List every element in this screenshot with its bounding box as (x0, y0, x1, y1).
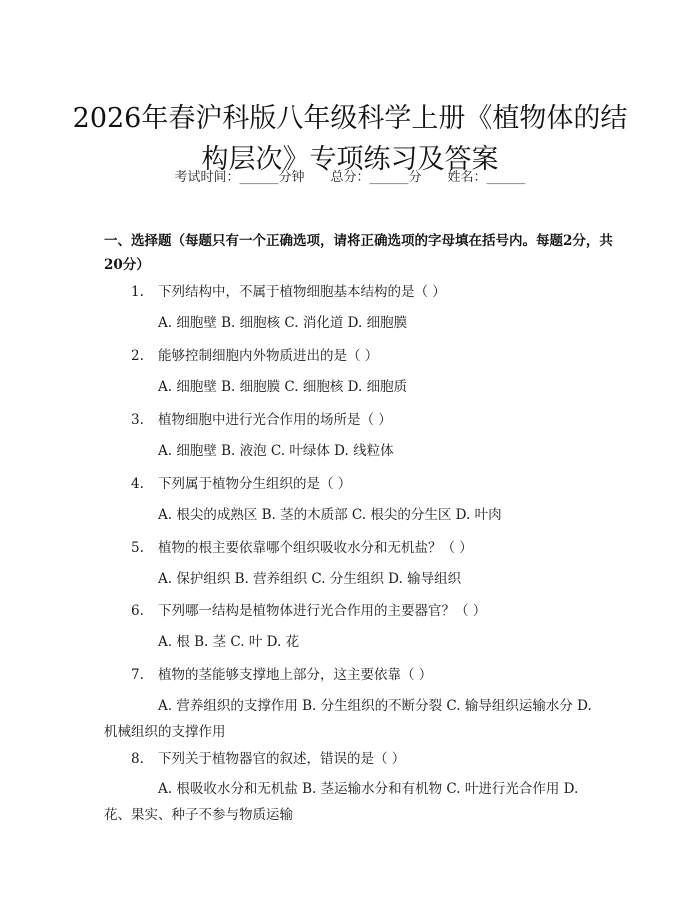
question-stem-8 (131, 749, 651, 769)
question-stem-3 (131, 410, 651, 430)
question-text: 下列属于植物分生组织的是（ ） (158, 476, 352, 492)
question-stem-5 (131, 538, 651, 558)
question-text: 植物的茎能够支撑地上部分，这主要依靠（ ） (158, 667, 433, 683)
question-text: 植物细胞中进行光合作用的场所是（ ） (158, 412, 392, 428)
question-number: 2. (131, 348, 144, 364)
question-number: 4. (131, 476, 144, 492)
question-number: 8. (131, 751, 144, 767)
question-text: 下列关于植物器官的叙述，错误的是（ ） (158, 751, 406, 767)
question-stem-7 (131, 665, 651, 685)
question-number: 7. (131, 667, 144, 683)
question-options-7: A. 营养组织的支撑作用 B. 分生组织的不断分裂 C. 输导组织运输水分 D. 机械组织的支撑作用 (104, 698, 592, 740)
question-options-6: A. 根 B. 茎 C. 叶 D. 花 (158, 634, 300, 650)
question-options-4: A. 根尖的成熟区 B. 茎的木质部 C. 根尖的分生区 D. 叶肉 (158, 507, 502, 523)
question-text: 下列结构中，不属于植物细胞基本结构的是（ ） (158, 284, 446, 300)
document-title: 2026年春沪科版八年级科学上册《植物体的结构层次》专项练习及答案 (72, 103, 628, 176)
question-text: 下列哪一结构是植物体进行光合作用的主要器官？（ ） (158, 603, 487, 619)
question-number: 3. (131, 412, 144, 428)
exam-info-line: 考试时间：______分钟 总分：______分 姓名：______ (174, 170, 526, 185)
question-options-1: A. 细胞壁 B. 细胞核 C. 消化道 D. 细胞膜 (158, 315, 408, 331)
question-stem-1 (131, 282, 651, 302)
question-options-5: A. 保护组织 B. 营养组织 C. 分生组织 D. 输导组织 (158, 571, 462, 587)
question-number: 5. (131, 540, 144, 556)
question-number: 6. (131, 603, 144, 619)
question-stem-4 (131, 474, 651, 494)
question-options-2: A. 细胞壁 B. 细胞膜 C. 细胞核 D. 细胞质 (158, 379, 408, 395)
question-stem-6 (131, 601, 651, 621)
question-text: 能够控制细胞内外物质进出的是（ ） (158, 348, 379, 364)
question-options-8: A. 根吸收水分和无机盐 B. 茎运输水分和有机物 C. 叶进行光合作用 D. 花、果实、种子不参与物质运输 (104, 781, 579, 823)
question-text: 植物的根主要依靠哪个组织吸收水分和无机盐？（ ） (158, 540, 473, 556)
question-number: 1. (131, 284, 144, 300)
question-options-3: A. 细胞壁 B. 液泡 C. 叶绿体 D. 线粒体 (158, 443, 394, 459)
section-header: 一、选择题（每题只有一个正确选项，请将正确选项的字母填在括号内。每题2分，共20分） (104, 233, 613, 273)
question-stem-2 (131, 346, 651, 366)
